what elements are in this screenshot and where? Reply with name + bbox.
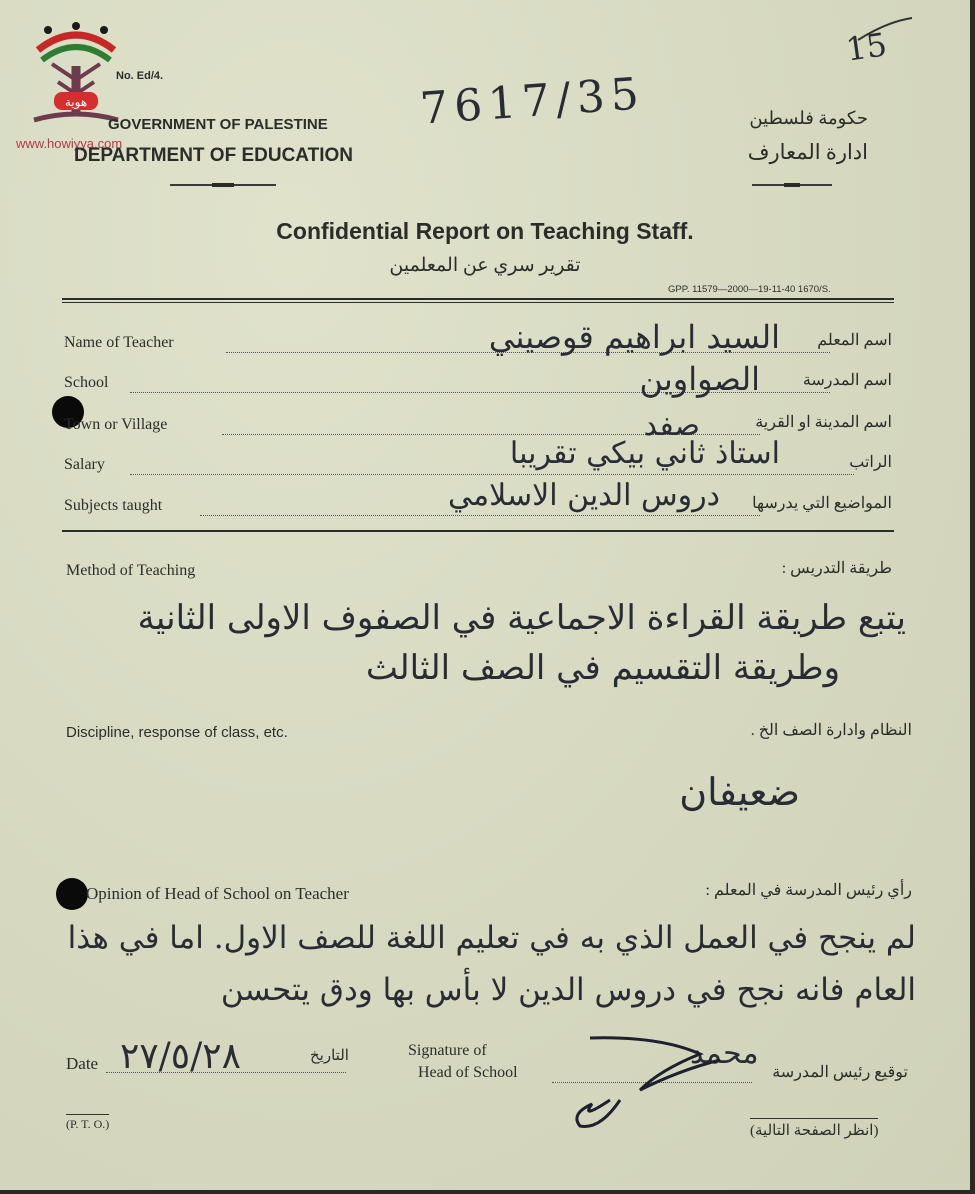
field-label-ar-teacher-name: اسم المعلم — [817, 332, 892, 349]
pto-en: (P. T. O.) — [66, 1114, 109, 1132]
department-ar: ادارة المعارف — [747, 140, 868, 164]
corner-stroke — [856, 14, 916, 44]
field-label-ar-subjects: المواضيع التي يدرسها — [752, 495, 892, 512]
field-line-subjects — [200, 515, 760, 516]
field-label-teacher-name: Name of Teacher — [64, 334, 174, 351]
signature-label-2: Head of School — [418, 1064, 518, 1081]
field-label-salary: Salary — [64, 456, 105, 473]
government-en: GOVERNMENT OF PALESTINE — [108, 116, 328, 133]
signature-scrawl — [540, 1030, 770, 1140]
method-text-line-1: يتبع طريقة القراءة الاجماعية في الصفوف الاولى الثانية — [137, 598, 906, 638]
punch-hole-bottom — [56, 878, 88, 910]
watermark-site: www.howiyya.com — [16, 136, 123, 151]
discipline-label-ar: النظام وادارة الصف الخ . — [750, 722, 912, 739]
print-code: GPP. 11579—2000—19-11-40 1670/S. — [668, 284, 831, 295]
field-label-subjects: Subjects taught — [64, 497, 163, 514]
form-number: No. Ed/4. — [116, 70, 164, 82]
reference-number: 7617/35 — [418, 68, 647, 135]
signature-label-1: Signature of — [408, 1042, 487, 1059]
field-value-salary: استاذ ثاني بيكي تقريبا — [509, 436, 780, 471]
method-text-line-2: وطريقة التقسيم في الصف الثالث — [365, 648, 840, 688]
government-ar: حكومة فلسطين — [749, 108, 868, 128]
date-value: ٢٧/٥/٢٨ — [120, 1036, 241, 1077]
field-label-town: Town or Village — [64, 416, 168, 433]
top-double-rule — [62, 298, 894, 303]
report-title-ar: تقرير سري عن المعلمين — [389, 255, 581, 276]
field-value-subjects: دروس الدين الاسلامي — [448, 478, 720, 513]
method-label-en: Method of Teaching — [66, 562, 196, 579]
opinion-label-ar: رأي رئيس المدرسة في المعلم : — [705, 882, 912, 899]
department-en: DEPARTMENT OF EDUCATION — [74, 145, 354, 166]
discipline-label-en: Discipline, response of class, etc. — [66, 724, 288, 741]
opinion-text-line-2: العام فانه نجح في دروس الدين لا بأس بها ودق يتحسن — [220, 972, 916, 1008]
report-title-en: Confidential Report on Teaching Staff. — [276, 218, 694, 244]
discipline-value: ضعيفان — [679, 770, 800, 814]
header-rule-left — [170, 184, 276, 186]
signature-label-ar: توقيع رئيس المدرسة — [772, 1064, 908, 1081]
field-value-teacher-name: السيد ابراهيم قوصيني — [488, 318, 780, 356]
opinion-text-line-1: لم ينجح في العمل الذي به في تعليم اللغة للصف الاول. اما في هذا — [67, 920, 916, 956]
field-label-school: School — [64, 374, 109, 391]
signature-value: محمد — [690, 1036, 759, 1071]
field-label-ar-school: اسم المدرسة — [802, 372, 892, 389]
field-label-ar-town: اسم المدينة او القرية — [755, 414, 892, 431]
corner-mark: 15 — [843, 25, 890, 69]
date-label-ar: التاريخ — [310, 1048, 349, 1064]
date-label: Date — [66, 1054, 99, 1073]
field-value-town: صفد — [643, 408, 700, 443]
field-line-salary — [130, 474, 854, 475]
svg-text:هوية: هوية — [64, 95, 88, 109]
pto-ar: (انظر الصفحة التالية) — [750, 1118, 878, 1140]
header-rule-right — [752, 184, 832, 186]
field-value-school: الصواوين — [639, 360, 760, 398]
opinion-label-en: Opinion of Head of School on Teacher — [86, 884, 349, 903]
mid-rule — [62, 530, 894, 532]
method-label-ar: طريقة التدريس : — [781, 560, 892, 577]
field-label-ar-salary: الراتب — [849, 454, 892, 471]
